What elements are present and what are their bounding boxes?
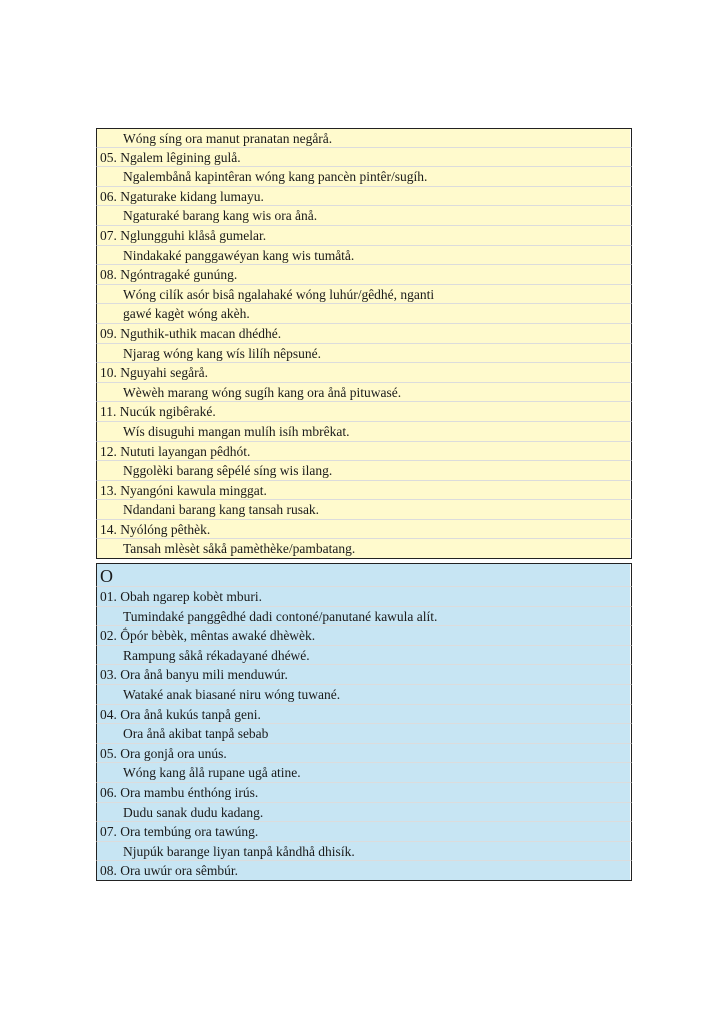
proverb-row [96, 324, 632, 344]
proverb-text: 10. Nguyahi segårå. [97, 363, 630, 382]
proverb-text: 06. Ngaturake kidang lumayu. [97, 187, 630, 206]
proverb-meaning: Nindakaké panggawéyan kang wis tumåtå. [97, 246, 630, 265]
proverb-meaning: Wóng síng ora manut pranatan negårå. [97, 129, 630, 147]
proverb-row [96, 665, 632, 685]
proverb-meaning: Ngaturaké barang kang wis ora ånå. [97, 206, 630, 225]
meaning-row [96, 607, 632, 627]
section-header-letter: O [97, 564, 630, 586]
section-n-continued [96, 128, 632, 559]
section-o [96, 563, 632, 881]
proverb-meaning: Rampung såkå rékadayané dhéwé. [97, 646, 630, 665]
proverb-text: 08. Ngóntragaké gunúng. [97, 265, 630, 284]
proverb-meaning: Tumindaké panggêdhé dadi contoné/panutané kawula alít. [97, 607, 630, 626]
proverb-meaning: Ndandani barang kang tansah rusak. [97, 500, 630, 519]
meaning-row [96, 344, 632, 364]
meaning-row [96, 763, 632, 783]
proverb-text: 11. Nucúk ngibêraké. [97, 402, 630, 421]
proverb-meaning: Wóng kang ålå rupane ugå atine. [97, 763, 630, 782]
proverb-text: 03. Ora ånå banyu mili menduwúr. [97, 665, 630, 684]
proverb-row [96, 705, 632, 725]
meaning-row [96, 803, 632, 823]
proverb-row [96, 187, 632, 207]
proverb-meaning: Njupúk barange liyan tanpå kåndhå dhisík. [97, 842, 630, 861]
meaning-row [96, 539, 632, 559]
proverb-row [96, 481, 632, 501]
proverb-text: 05. Ngalem lêgining gulå. [97, 148, 630, 167]
proverb-text: 13. Nyangóni kawula minggat. [97, 481, 630, 500]
proverb-text: 12. Nututi layangan pêdhót. [97, 442, 630, 461]
meaning-row [96, 167, 632, 187]
proverb-row [96, 783, 632, 803]
section-header [96, 563, 632, 587]
meaning-row [96, 383, 632, 403]
meaning-row [96, 422, 632, 442]
proverb-row [96, 265, 632, 285]
proverb-row [96, 402, 632, 422]
proverb-text: 09. Nguthik-uthik macan dhédhé. [97, 324, 630, 343]
proverb-text: 07. Ora tembúng ora tawúng. [97, 822, 630, 841]
meaning-row [96, 724, 632, 744]
meaning-row [96, 285, 632, 305]
proverb-meaning: Tansah mlèsèt såkå pamèthèke/pambatang. [97, 539, 630, 558]
proverb-row [96, 626, 632, 646]
proverb-row [96, 861, 632, 881]
proverb-row [96, 226, 632, 246]
meaning-row [96, 685, 632, 705]
meaning-row [96, 304, 632, 324]
meaning-row [96, 646, 632, 666]
proverb-text: 07. Nglungguhi klåså gumelar. [97, 226, 630, 245]
proverb-text: 04. Ora ånå kukús tanpå geni. [97, 705, 630, 724]
proverb-meaning: Nggolèki barang sêpélé síng wis ilang. [97, 461, 630, 480]
proverb-text: 08. Ora uwúr ora sêmbúr. [97, 861, 630, 880]
proverb-row [96, 520, 632, 540]
proverb-meaning: Wís disuguhi mangan mulíh isíh mbrêkat. [97, 422, 630, 441]
meaning-row [96, 128, 632, 148]
proverb-meaning: Wataké anak biasané niru wóng tuwané. [97, 685, 630, 704]
meaning-row [96, 246, 632, 266]
proverb-table [96, 128, 632, 881]
meaning-row [96, 206, 632, 226]
proverb-text: 14. Nyólóng pêthèk. [97, 520, 630, 539]
proverb-row [96, 442, 632, 462]
proverb-meaning: Ora ånå akibat tanpå sebab [97, 724, 630, 743]
proverb-row [96, 148, 632, 168]
proverb-text: 01. Obah ngarep kobèt mburi. [97, 587, 630, 606]
proverb-meaning: Njarag wóng kang wís lilíh nêpsuné. [97, 344, 630, 363]
proverb-text: 06. Ora mambu énthóng irús. [97, 783, 630, 802]
proverb-meaning: gawé kagèt wóng akèh. [97, 304, 630, 323]
proverb-text: 05. Ora gonjå ora unús. [97, 744, 630, 763]
proverb-row [96, 744, 632, 764]
proverb-meaning: Dudu sanak dudu kadang. [97, 803, 630, 822]
proverb-meaning: Wèwèh marang wóng sugíh kang ora ånå pituwasé. [97, 383, 630, 402]
meaning-row [96, 842, 632, 862]
proverb-meaning: Ngalembånå kapintêran wóng kang pancèn pintêr/sugíh. [97, 167, 630, 186]
proverb-text: 02. Ṓpór bèbèk, mêntas awaké dhèwèk. [97, 626, 630, 645]
proverb-meaning: Wóng cilík asór bisâ ngalahaké wóng luhúr/gêdhé, nganti [97, 285, 630, 304]
proverb-row [96, 363, 632, 383]
meaning-row [96, 500, 632, 520]
meaning-row [96, 461, 632, 481]
proverb-row [96, 587, 632, 607]
proverb-row [96, 822, 632, 842]
